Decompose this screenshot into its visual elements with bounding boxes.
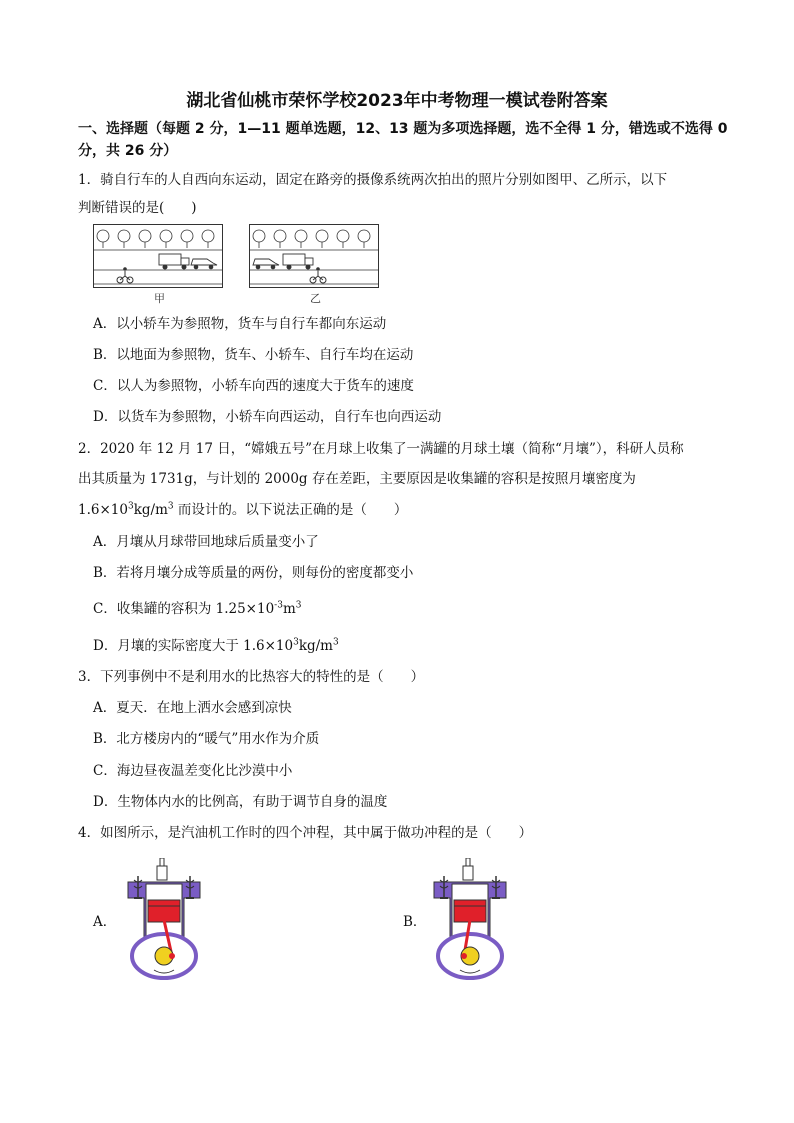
q2-option-b: B．若将月壤分成等质量的两份，则每份的密度都变小 [93, 565, 414, 581]
q1-option-d: D．以货车为参照物，小轿车向西运动，自行车也向西运动 [93, 409, 442, 425]
q1-option-c: C．以人为参照物，小轿车向西的速度大于货车的速度 [93, 378, 414, 394]
q1-figure-jia-label: 甲 [154, 292, 165, 305]
q4-option-a-label: A． [93, 914, 117, 930]
q1-stem-line1: 1．骑自行车的人自西向东运动，固定在路旁的摄像系统两次拍出的照片分别如图甲、乙所示，以下 [78, 172, 668, 188]
q2-option-a: A．月壤从月球带回地球后质量变小了 [93, 534, 319, 550]
q3-option-d: D．生物体内水的比例高，有助于调节自身的温度 [93, 794, 388, 810]
q1-figure-jia [93, 224, 223, 288]
q4-stem: 4．如图所示，是汽油机工作时的四个冲程，其中属于做功冲程的是（ ） [78, 825, 533, 841]
q3-option-b: B．北方楼房内的“暖气”用水作为介质 [93, 731, 320, 747]
q4-engine-diagram-b [430, 858, 510, 980]
q3-option-a: A．夏天．在地上洒水会感到凉快 [93, 700, 292, 716]
q4-engine-diagram-a [124, 858, 204, 980]
q1-option-a: A．以小轿车为参照物，货车与自行车都向东运动 [93, 316, 387, 332]
q1-stem-line2: 判断错误的是( ) [78, 200, 197, 216]
q3-option-c: C．海边昼夜温差变化比沙漠中小 [93, 763, 293, 779]
q2-option-d: D．月壤的实际密度大于 $1.6\times 10^3kg/m^3$ [93, 637, 339, 654]
q3-stem: 3．下列事例中不是利用水的比热容大的特性的是（ ） [78, 669, 425, 685]
q2-stem-line2: 出其质量为 1731g，与计划的 2000g 存在差距，主要原因是收集罐的容积是按照月壤密度为 [78, 471, 636, 487]
q2-stem-line1: 2．2020 年 12 月 17 日，“嫦娥五号”在月球上收集了一满罐的月球土壤（简称“月壤”），科研人员称 [78, 441, 684, 457]
q2-stem-line3: $1.6\times 10^3kg/m^3$ 而设计的。以下说法正确的是（ ） [78, 501, 408, 518]
q2-option-c: C．收集罐的容积为 $1.25\times 10^{-3}m^3$ [93, 600, 302, 617]
document-title: 湖北省仙桃市荣怀学校2023年中考物理一模试卷附答案 [186, 91, 608, 111]
q1-option-b: B．以地面为参照物，货车、小轿车、自行车均在运动 [93, 347, 414, 363]
q1-figure-yi [249, 224, 379, 288]
q1-figure-yi-label: 乙 [310, 292, 321, 305]
q4-option-b-label: B． [403, 914, 427, 930]
section-heading: 一、选择题（每题 2 分，1—11 题单选题，12、13 题为多项选择题，选不全得 1 分，错选或不选得 0 分，共 26 分） [78, 121, 728, 159]
